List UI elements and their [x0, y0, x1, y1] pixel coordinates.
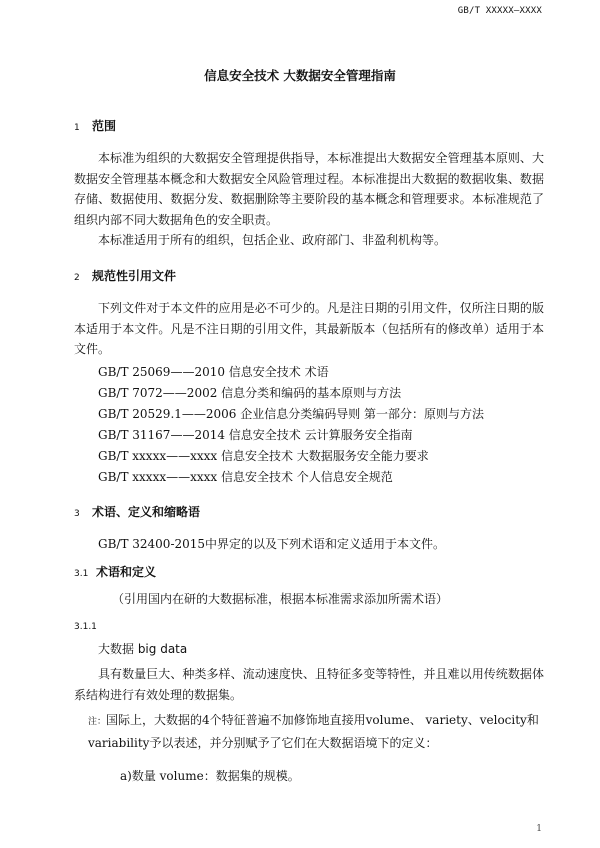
normative-intro-paragraph: 下列文件对于本文件的应用是必不可少的。凡是注日期的引用文件，仅所注日期的版本适用于本文件。凡是不注日期的引用文件，其最新版本（包括所有的修改单）适用于本文件。	[74, 301, 544, 356]
section-number: 1	[74, 123, 80, 133]
reference-item: GB/T 20529.1——2006 企业信息分类编码导则 第一部分：原则与方法	[98, 407, 485, 421]
section-number: 2	[74, 273, 80, 283]
section-1-heading	[74, 117, 116, 134]
section-3-heading	[74, 503, 200, 520]
subsection-number: 3.1	[74, 569, 89, 579]
subsection-3-1-heading	[74, 563, 156, 580]
term-title: 大数据 big data	[98, 642, 188, 656]
section-number: 3	[74, 509, 80, 519]
scope-applicability: 本标准适用于所有的组织，包括企业、政府部门、非盈利机构等。	[98, 233, 447, 247]
reference-item: GB/T xxxxx——xxxx 信息安全技术 大数据服务安全能力要求	[98, 449, 429, 463]
terms-placeholder-note: （引用国内在研的大数据标准，根据本标准需求添加所需术语）	[112, 592, 449, 606]
reference-item: GB/T xxxxx——xxxx 信息安全技术 个人信息安全规范	[98, 470, 393, 484]
section-label: 规范性引用文件	[92, 269, 177, 283]
reference-item: GB/T 7072——2002 信息分类和编码的基本原则与方法	[98, 386, 402, 400]
section-label: 术语、定义和缩略语	[92, 505, 201, 519]
scope-paragraph: 本标准为组织的大数据安全管理提供指导，本标准提出大数据安全管理基本原则、大数据安全管理基本概念和大数据安全风险管理过程。本标准提出大数据的数据收集、数据存储、数据使用、数据分发、数据删除等主要阶段的基本概念和管理要求。本标准规范了组织内部不同大数据角色的安全职责。	[74, 151, 544, 227]
note-list-item: a)数量 volume：数据集的规模。	[120, 769, 300, 783]
note-label: 注：	[88, 717, 107, 727]
section-2-heading	[74, 267, 176, 284]
terms-intro-paragraph: GB/T 32400-2015中界定的以及下列术语和定义适用于本文件。	[98, 537, 446, 551]
term-number: 3.1.1	[74, 622, 97, 632]
note-text: 国际上，大数据的4个特征普遍不加修饰地直接用volume、 variety、velocity和variability予以表述，并分别赋予了它们在大数据语境下的定义：	[88, 713, 539, 750]
term-note	[88, 710, 548, 754]
standard-code: GB/T XXXXX—XXXX	[457, 6, 542, 16]
page-number: 1	[536, 824, 542, 834]
term-definition: 具有数量巨大、种类多样、流动速度快、且特征多变等特性，并且难以用传统数据体系结构进行有效处理的数据集。	[74, 667, 544, 702]
document-title: 信息安全技术 大数据安全管理指南	[204, 68, 396, 83]
reference-item: GB/T 25069——2010 信息安全技术 术语	[98, 365, 329, 379]
section-label: 范围	[92, 119, 117, 133]
reference-item: GB/T 31167——2014 信息安全技术 云计算服务安全指南	[98, 428, 413, 442]
subsection-label: 术语和定义	[96, 565, 157, 579]
